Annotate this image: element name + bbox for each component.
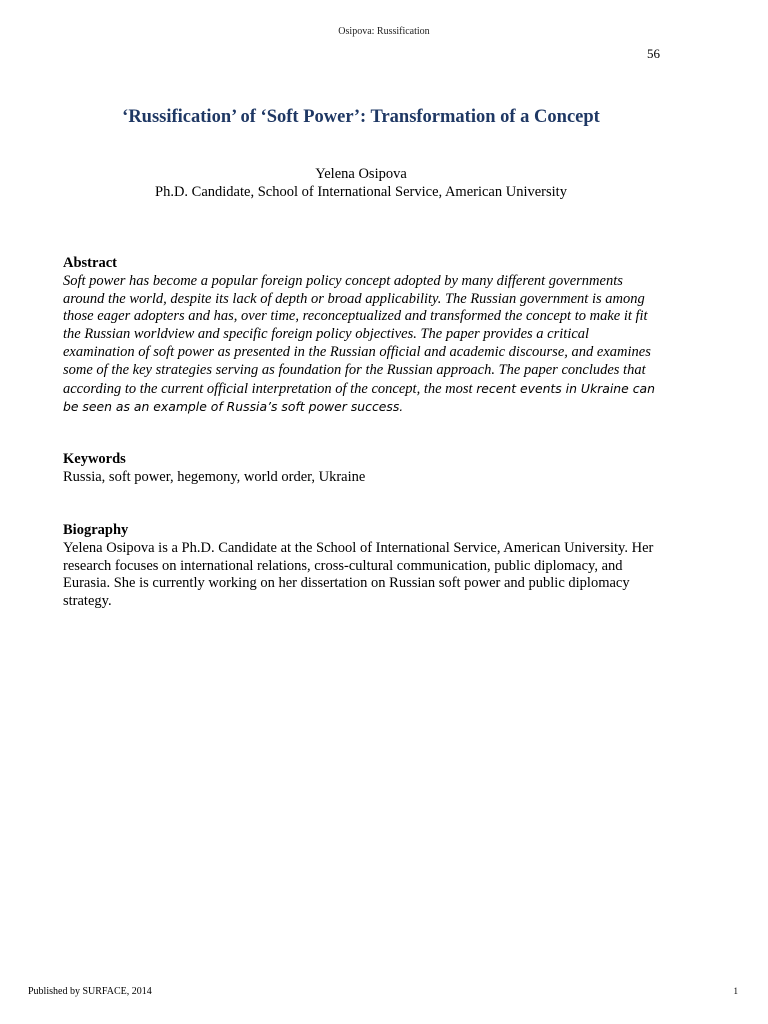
keywords-heading: Keywords — [63, 451, 126, 467]
journal-page-number: 56 — [647, 46, 660, 61]
biography-heading: Biography — [63, 522, 129, 538]
abstract-heading: Abstract — [63, 255, 117, 271]
publisher-footer: Published by SURFACE, 2014 — [28, 986, 152, 997]
author-name: Yelena Osipova — [315, 166, 407, 182]
running-header: Osipova: Russification — [338, 26, 430, 37]
biography-text: Yelena Osipova is a Ph.D. Candidate at the School of International Service, American University. Her research focuses on international relations, cross-cultural communication, public diplomacy, and Eurasia. She is currently working on her dissertation on Russian soft power and public diplomacy strategy. — [63, 539, 654, 610]
abstract-text: Soft power has become a popular foreign policy concept adopted by many different governments around the world, despite its lack of depth or broad applicability. The Russian government is among those eager adopters and has, over time, reconceptualized and transformed the concept to make it fit the Russian worldview and specific foreign policy objectives. The paper provides a critical examination of soft power as presented in the Russian official and academic discourse, and examines some of the key strategies serving as foundation for the Russian approach. The paper concludes that according to the current official interpretation of the concept, the most — [63, 272, 651, 397]
abstract-section — [63, 255, 663, 417]
paper-title: ‘Russification’ of ‘Soft Power’: Transformation of a Concept — [122, 107, 600, 127]
abstract-paragraph — [63, 273, 663, 417]
author-affiliation: Ph.D. Candidate, School of International Service, American University — [155, 184, 567, 200]
footer-page-number: 1 — [733, 986, 738, 996]
abstract-text-tail: recent events in Ukraine can be seen as an example of Russia’s soft power success. — [63, 380, 655, 415]
biography-section — [63, 522, 663, 611]
keywords-section — [63, 451, 663, 487]
keywords-text: Russia, soft power, hegemony, world order, Ukraine — [63, 468, 366, 485]
